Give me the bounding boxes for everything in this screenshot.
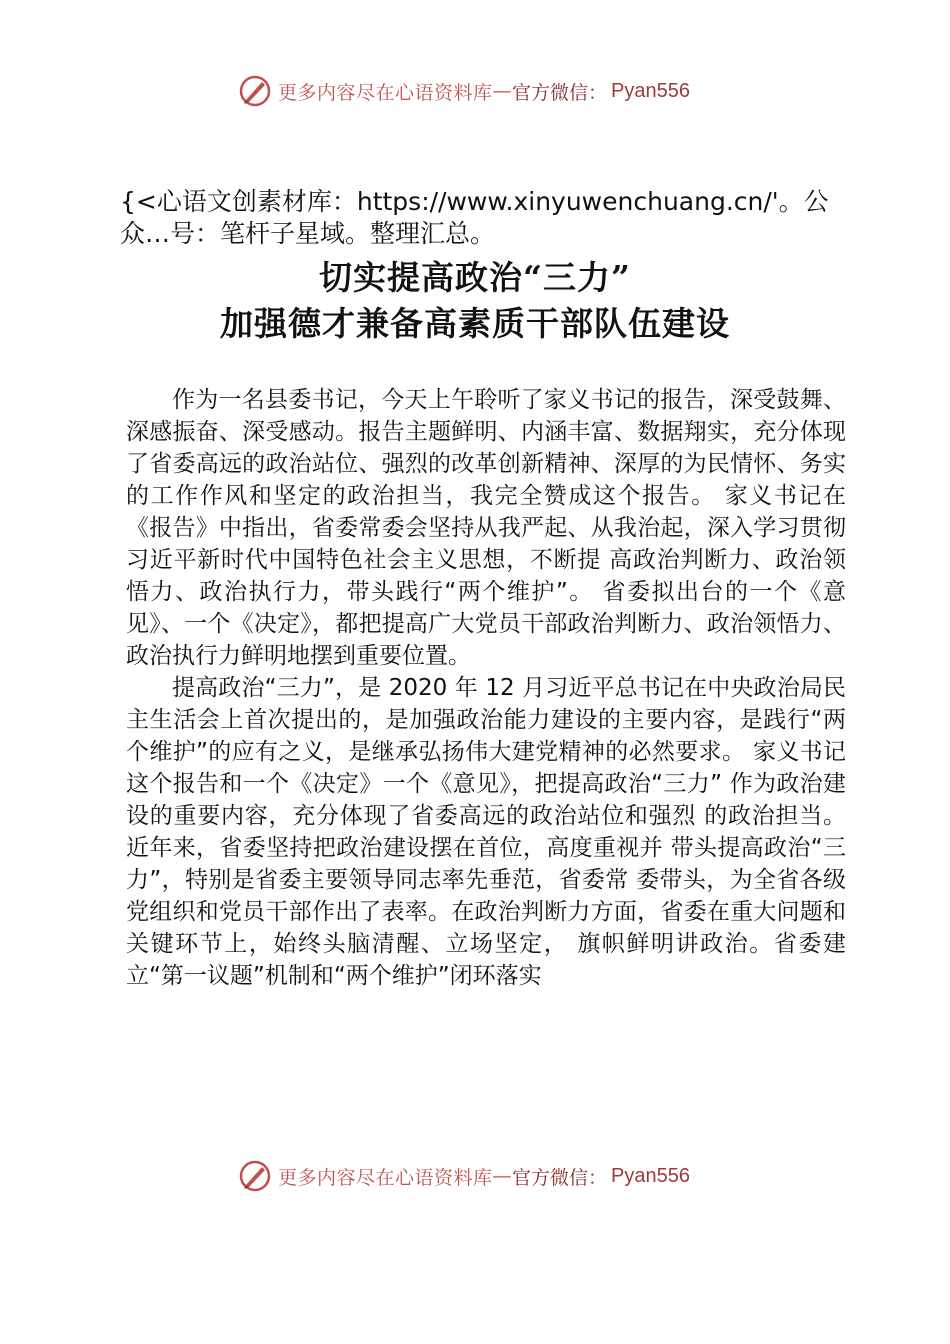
pen-logo-icon [238, 74, 272, 108]
watermark-separator: — [492, 1165, 513, 1187]
watermark-wechat-id: Pyan556 [611, 79, 690, 102]
watermark-suffix: 官方微信： [512, 1166, 608, 1189]
watermark-wechat-id: Pyan556 [611, 1164, 690, 1187]
paragraph-1: 作为一名县委书记，今天上午聆听了家义书记的报告，深受鼓舞、深感振奋、深受感动。报告主题鲜明、内涵丰富、数据翔实，充分体现了省委高远的政治站位、强烈的改革创新精神、深厚的为民情怀、务实的工作作风和坚定的政治担当，我完全赞成这个报告。 家义书记在《报告》中指出，省委常委会坚持从我严起、从我治起，深入学习贯彻习近平新时代中国特色社会主义思想，不断提 高政治判断力、政治领悟力、政治执行力，带头践行“两个维护”。 省委拟出台的一个《意见》、一个《决定》，都把提高广大党员干部政治判断力、政治领悟力、政治执行力鲜明地摆到重要位置。 [126, 387, 846, 669]
watermark-text: 更多内容尽在心语资料库 [278, 1166, 493, 1189]
source-note: {<心语文创素材库：https://www.xinyuwenchuang.cn/'。公众…号：笔杆子星域。整理汇总。 [120, 187, 829, 248]
watermark-footer [238, 1159, 690, 1193]
page-title-line2: 加强德才兼备高素质干部队伍建设 [220, 304, 730, 343]
pen-logo-icon [238, 1159, 272, 1193]
watermark-text: 更多内容尽在心语资料库 [278, 81, 493, 104]
page-title-line1: 切实提高政治“三力” [319, 258, 631, 297]
watermark-separator: — [492, 80, 513, 102]
article-body [126, 384, 846, 992]
watermark-suffix: 官方微信： [512, 81, 608, 104]
watermark-header [238, 74, 690, 108]
paragraph-2: 提高政治“三力”，是 2020 年 12 月习近平总书记在中央政治局民主生活会上首次提出的，是加强政治能力建设的主要内容，是践行“两个维护”的应有之义，是继承弘扬伟大建党精神的必然要求。 家义书记这个报告和一个《决定》一个《意见》，把提高政治“三力” 作为政治建设的重要内容，充分体现了省委高远的政治站位和强烈 的政治担当。近年来，省委坚持把政治建设摆在首位，高度重视并 带头提高政治“三力”，特别是省委主要领导同志率先垂范，省委常 委带头，为全省各级党组织和党员干部作出了表率。在政治判断力方面，省委在重大问题和关键环节上，始终头脑清醒、立场坚定， 旗帜鲜明讲政治。省委建立“第一议题”机制和“两个维护”闭环落实 [126, 675, 846, 989]
